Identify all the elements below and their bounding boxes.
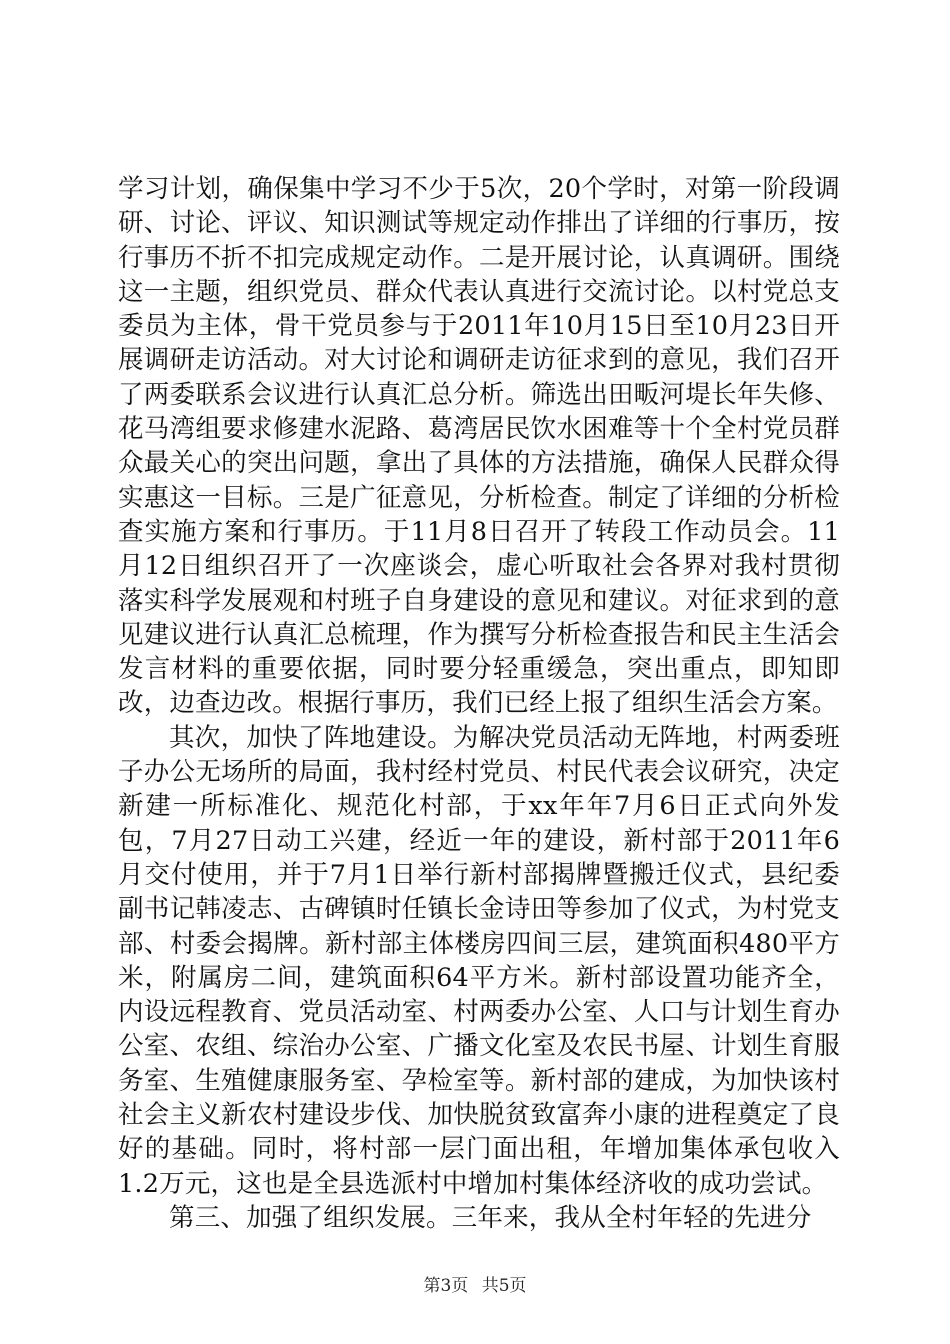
document-body: [118, 172, 840, 1235]
page-number: 第3页: [423, 1276, 469, 1296]
page-footer: [0, 1271, 950, 1296]
paragraph-1: 学习计划，确保集中学习不少于5次，20个学时，对第一阶段调研、讨论、评议、知识测试等规定动作排出了详细的行事历，按行事历不折不扣完成规定动作。二是开展讨论，认真调研。围绕这一主题，组织党员、群众代表认真进行交流讨论。以村党总支委员为主体，骨干党员参与于2011年10月15日至10月23日开展调研走访活动。对大讨论和调研走访征求到的意见，我们召开了两委联系会议进行认真汇总分析。筛选出田畈河堤长年失修、花马湾组要求修建水泥路、葛湾居民饮水困难等十个全村党员群众最关心的突出问题，拿出了具体的方法措施，确保人民群众得实惠这一目标。三是广征意见，分析检查。制定了详细的分析检查实施方案和行事历。于11月8日召开了转段工作动员会。11月12日组织召开了一次座谈会，虚心听取社会各界对我村贯彻落实科学发展观和村班子自身建设的意见和建议。对征求到的意见建议进行认真汇总梳理，作为撰写分析检查报告和民主生活会发言材料的重要依据，同时要分轻重缓急，突出重点，即知即改，边查边改。根据行事历，我们已经上报了组织生活会方案。: [118, 174, 840, 719]
paragraph-2: 其次，加快了阵地建设。为解决党员活动无阵地，村两委班子办公无场所的局面，我村经村党员、村民代表会议研究，决定新建一所标准化、规范化村部，于xx年年7月6日正式向外发包，7月27日动工兴建，经近一年的建设，新村部于2011年6月交付使用，并于7月1日举行新村部揭牌暨搬迁仪式，县纪委副书记韩凌志、古碑镇时任镇长金诗田等参加了仪式，为村党支部、村委会揭牌。新村部主体楼房四间三层，建筑面积480平方米，附属房二间，建筑面积64平方米。新村部设置功能齐全，内设远程教育、党员活动室、村两委办公室、人口与计划生育办公室、农组、综治办公室、广播文化室及农民书屋、计划生育服务室、生殖健康服务室、孕检室等。新村部的建成，为加快该村社会主义新农村建设步伐、加快脱贫致富奔小康的进程奠定了良好的基础。同时，将村部一层门面出租，年增加集体承包收入1.2万元，这也是全县选派村中增加村集体经济收的成功尝试。: [118, 722, 840, 1199]
paragraph-3: 第三、加强了组织发展。三年来，我从全村年轻的先进分: [169, 1202, 812, 1233]
page-total: 共5页: [481, 1276, 527, 1296]
